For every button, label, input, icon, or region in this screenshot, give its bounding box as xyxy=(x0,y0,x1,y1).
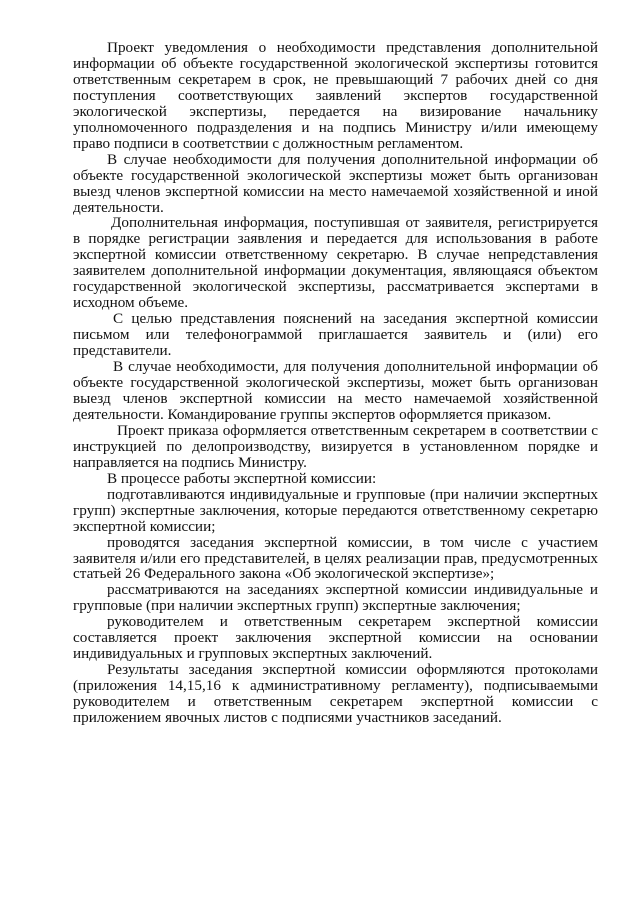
paragraph-expert-conclusions: подготавливаются индивидуальные и групповые (при наличии экспертных групп) экспертные заключения, которые передаются ответственному секретарю экспертной комиссии; xyxy=(73,485,598,535)
document-body xyxy=(73,40,598,726)
paragraph-draft-conclusion: руководителем и ответственным секретарем экспертной комиссии составляется проект заключения экспертной комиссии на основании индивидуальных и групповых экспертных заключений. xyxy=(73,613,598,663)
paragraph-order-draft: Проект приказа оформляется ответственным секретарем в соответствии с инструкцией по делопроизводству, визируется в установленном порядке и направляется на подпись Министру. xyxy=(73,421,598,471)
paragraph-site-visit: В случае необходимости для получения дополнительной информации об объекте государственной экологической экспертизы может быть организован выезд членов экспертной комиссии на место намечаемой хозяйственной и иной деятельности. xyxy=(73,150,598,216)
paragraph-notification-draft: Проект уведомления о необходимости представления дополнительной информации об объекте государственной экологической экспертизы готовится ответственным секретарем в срок, не превышающий 7 рабочих дней со дня поступления соответствующих заявлений экспертов государственной экологической экспертизы, передается на визирование начальнику уполномоченного подразделения и на подпись Министру и/или имеющему право подписи в соответствии с должностным регламентом. xyxy=(73,39,598,152)
paragraph-commission-work-intro: В процессе работы экспертной комиссии: xyxy=(107,469,377,487)
paragraph-meeting-results: Результаты заседания экспертной комиссии оформляются протоколами (приложения 14,15,16 к административному регламенту), подписываемыми руководителем и ответственным секретарем экспертной комиссии с приложением явочных листов с подписями участников заседаний. xyxy=(73,661,598,727)
paragraph-expert-group-trip: В случае необходимости, для получения дополнительной информации об объекте государственной экологической экспертизы, может быть организован выезд членов экспертной комиссии на место намечаемой хозяйственной деятельности. Командирование группы экспертов оформляется приказом. xyxy=(73,358,598,423)
paragraph-review-conclusions: рассматриваются на заседаниях экспертной комиссии индивидуальные и групповые (при наличии экспертных групп) экспертные заключения; xyxy=(73,581,598,615)
paragraph-applicant-invitation: С целью представления пояснений на заседания экспертной комиссии письмом или телефонограммой приглашается заявитель и (или) его представители. xyxy=(73,310,598,360)
paragraph-additional-info: Дополнительная информация, поступившая от заявителя, регистрируется в порядке регистрации заявления и передается для использования в работе экспертной комиссии ответственному секретарю. В случае непредставления заявителем дополнительной информации документация, являющаяся объектом государственной экологической экспертизы, рассматривается экспертами в исходном объеме. xyxy=(73,214,598,312)
paragraph-meetings: проводятся заседания экспертной комиссии, в том числе с участием заявителя и/или его представителей, в целях реализации прав, предусмотренных статьей 26 Федерального закона «Об экологической экспертизе»; xyxy=(73,533,598,583)
